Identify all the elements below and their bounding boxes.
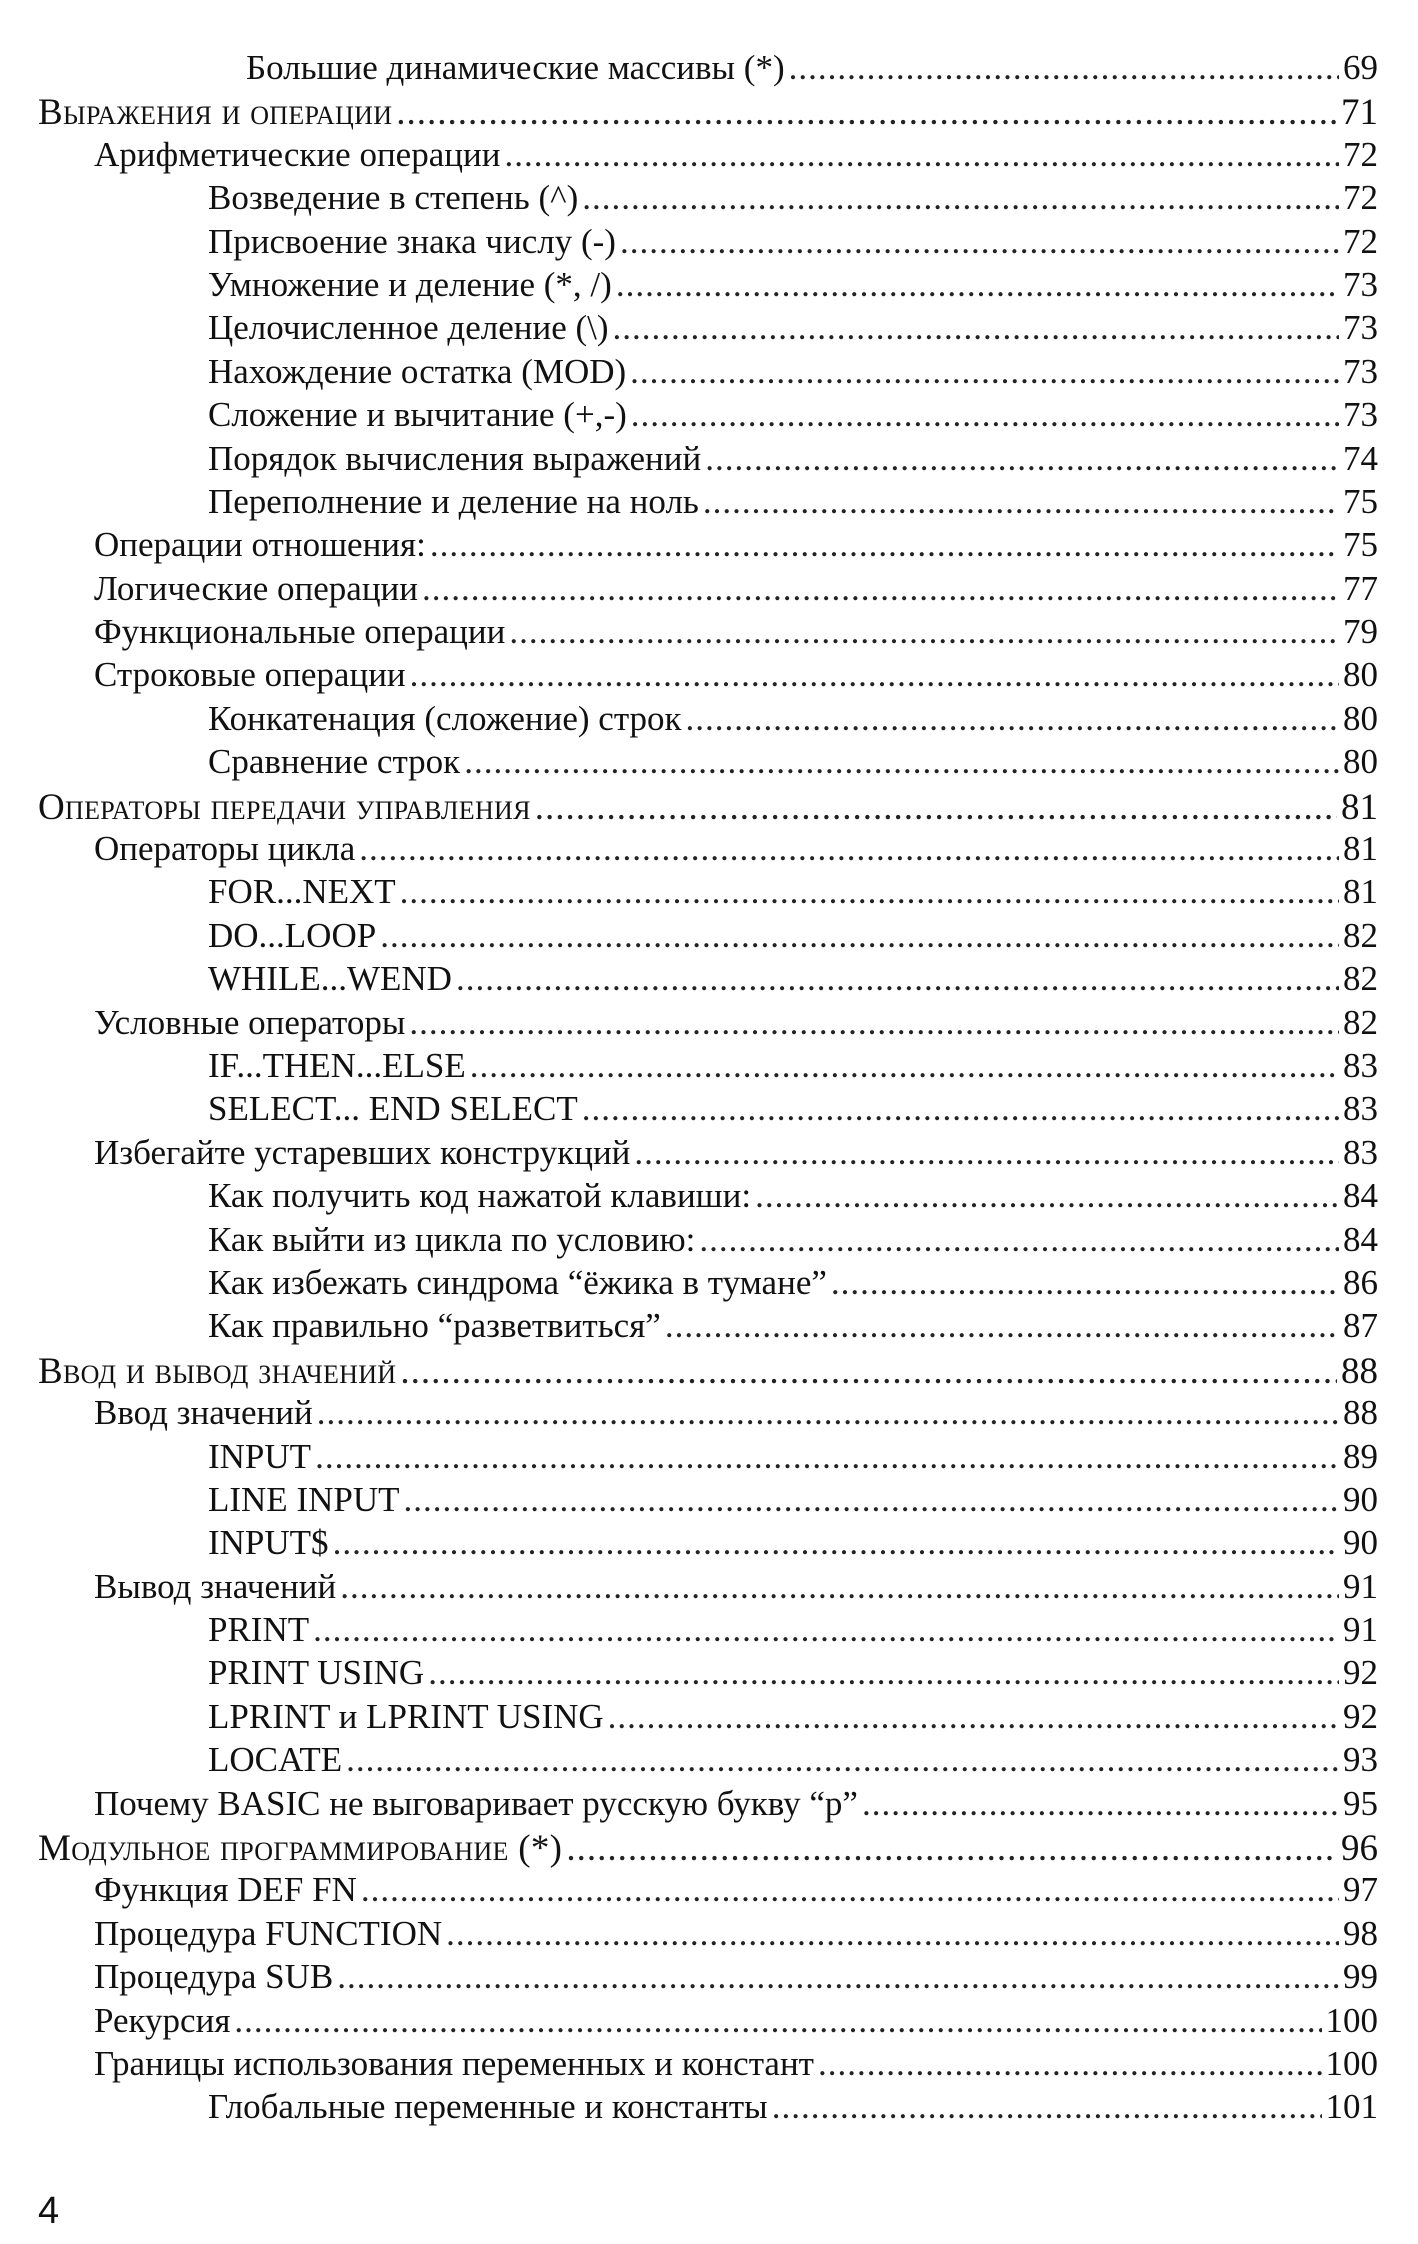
toc-entry xyxy=(38,872,1378,915)
toc-entry-page: 82 xyxy=(1343,915,1378,955)
toc-entry-page: 73 xyxy=(1343,351,1378,391)
toc-entry xyxy=(38,2001,1378,2044)
toc-entry-page: 69 xyxy=(1343,48,1378,87)
toc-entry-page: 73 xyxy=(1343,308,1378,348)
toc-entry xyxy=(38,742,1378,785)
dot-leader xyxy=(509,612,1339,652)
toc-entry-page: 90 xyxy=(1343,1479,1378,1519)
toc-entry xyxy=(38,1957,1378,2000)
toc-entry-page: 74 xyxy=(1343,438,1378,478)
toc-entry-page: 96 xyxy=(1341,1828,1378,1870)
dot-leader xyxy=(566,1827,1337,1870)
toc-chapter-entry xyxy=(38,1827,1378,1870)
toc-entry xyxy=(38,1046,1378,1089)
toc-entry xyxy=(38,482,1378,525)
dot-leader xyxy=(315,1437,1339,1477)
dot-leader xyxy=(818,2044,1322,2084)
toc-entry xyxy=(38,2044,1378,2087)
dot-leader xyxy=(620,222,1339,262)
toc-entry-title: Рекурсия xyxy=(94,2000,231,2040)
toc-entry-page: 88 xyxy=(1341,1350,1378,1392)
toc-entry-title: Сложение и вычитание (+,-) xyxy=(208,395,627,435)
toc-entry-title: Арифметические операции xyxy=(94,134,501,174)
toc-entry-title: LINE INPUT xyxy=(208,1479,400,1519)
dot-leader xyxy=(631,395,1339,435)
toc-entry-title: INPUT$ xyxy=(208,1523,329,1563)
dot-leader xyxy=(630,352,1339,392)
toc-entry xyxy=(38,2087,1378,2130)
toc-entry-title: Как избежать синдрома “ёжика в тумане” xyxy=(208,1262,827,1302)
toc-entry xyxy=(38,1610,1378,1653)
toc-entry-page: 82 xyxy=(1343,1002,1378,1042)
toc-entry-page: 95 xyxy=(1343,1783,1378,1823)
toc-entry-title: Условные операторы xyxy=(94,1002,406,1042)
toc-entry-title: Как выйти из цикла по условию: xyxy=(208,1219,696,1259)
dot-leader xyxy=(665,1306,1339,1346)
dot-leader xyxy=(504,135,1339,175)
toc-entry-title: Сравнение строк xyxy=(208,742,461,782)
toc-entry xyxy=(38,265,1378,308)
toc-entry-title: Конкатенация (сложение) строк xyxy=(208,698,682,738)
toc-entry-title: Процедура FUNCTION xyxy=(94,1913,443,1953)
toc-entry-title: FOR...NEXT xyxy=(208,872,396,912)
toc-entry xyxy=(38,1697,1378,1740)
dot-leader xyxy=(456,959,1339,999)
dot-leader xyxy=(789,48,1339,88)
dot-leader xyxy=(772,2087,1322,2127)
toc-entry xyxy=(38,569,1378,612)
toc-entry xyxy=(38,1914,1378,1957)
toc-entry-title: Нахождение остатка (MOD) xyxy=(208,351,627,391)
toc-entry-page: 81 xyxy=(1343,829,1378,869)
toc-entry-title: IF...THEN...ELSE xyxy=(208,1045,466,1085)
toc-entry xyxy=(38,395,1378,438)
page-number: 4 xyxy=(38,2190,60,2232)
table-of-contents xyxy=(38,48,1378,2131)
toc-entry xyxy=(38,1306,1378,1349)
toc-entry-page: 75 xyxy=(1343,525,1378,565)
toc-entry-title: Переполнение и деление на ноль xyxy=(208,481,699,521)
toc-entry xyxy=(38,1740,1378,1783)
toc-entry xyxy=(38,829,1378,872)
toc-entry xyxy=(38,1523,1378,1566)
toc-entry-page: 79 xyxy=(1343,612,1378,652)
toc-entry-title: PRINT xyxy=(208,1610,310,1650)
toc-entry-page: 80 xyxy=(1343,742,1378,782)
toc-entry xyxy=(38,1653,1378,1696)
toc-entry-title: Глобальные переменные и константы xyxy=(208,2087,768,2127)
toc-entry-page: 75 xyxy=(1343,481,1378,521)
toc-entry-page: 81 xyxy=(1343,872,1378,912)
toc-entry-title: PRINT USING xyxy=(208,1653,425,1693)
dot-leader xyxy=(410,655,1339,695)
toc-entry-page: 99 xyxy=(1343,1957,1378,1997)
toc-entry-page: 71 xyxy=(1341,92,1378,134)
toc-entry-page: 84 xyxy=(1343,1219,1378,1259)
toc-entry xyxy=(38,959,1378,1002)
dot-leader xyxy=(464,742,1339,782)
dot-leader xyxy=(634,1133,1339,1173)
toc-entry-title: Как получить код нажатой клавиши: xyxy=(208,1176,752,1216)
toc-entry xyxy=(38,1784,1378,1827)
dot-leader xyxy=(608,1697,1339,1737)
toc-entry-page: 98 xyxy=(1343,1913,1378,1953)
dot-leader xyxy=(699,1220,1339,1260)
toc-entry xyxy=(38,1263,1378,1306)
toc-entry-title: Умножение и деление (*, /) xyxy=(208,264,612,304)
toc-entry-title: Функциональные операции xyxy=(94,612,506,652)
dot-leader xyxy=(862,1784,1339,1824)
dot-leader xyxy=(380,916,1339,956)
dot-leader xyxy=(446,1914,1339,1954)
toc-entry-page: 100 xyxy=(1325,2000,1378,2040)
dot-leader xyxy=(613,308,1339,348)
toc-entry-page: 80 xyxy=(1343,698,1378,738)
toc-entry-title: Большие динамические массивы (*) xyxy=(246,48,785,87)
dot-leader xyxy=(616,265,1339,305)
toc-entry xyxy=(38,1393,1378,1436)
toc-entry xyxy=(38,916,1378,959)
toc-entry xyxy=(38,655,1378,698)
toc-entry-title: Операции отношения: xyxy=(94,525,426,565)
toc-entry-page: 73 xyxy=(1343,395,1378,435)
toc-entry-page: 83 xyxy=(1343,1089,1378,1129)
toc-entry-page: 72 xyxy=(1343,178,1378,218)
toc-entry xyxy=(38,1480,1378,1523)
toc-entry-title: Операторы цикла xyxy=(94,829,356,869)
dot-leader xyxy=(346,1740,1339,1780)
toc-entry-page: 72 xyxy=(1343,134,1378,174)
toc-entry-page: 89 xyxy=(1343,1436,1378,1476)
toc-entry-page: 83 xyxy=(1343,1045,1378,1085)
dot-leader xyxy=(582,1089,1339,1129)
toc-entry xyxy=(38,612,1378,655)
toc-entry-title: LPRINT и LPRINT USING xyxy=(208,1696,604,1736)
toc-entry-title: INPUT xyxy=(208,1436,312,1476)
toc-chapter-entry xyxy=(38,1350,1378,1393)
toc-entry xyxy=(38,308,1378,351)
toc-entry-page: 86 xyxy=(1343,1262,1378,1302)
toc-entry-page: 72 xyxy=(1343,221,1378,261)
toc-entry xyxy=(38,439,1378,482)
toc-entry-page: 90 xyxy=(1343,1523,1378,1563)
toc-entry xyxy=(38,1003,1378,1046)
toc-entry xyxy=(38,222,1378,265)
toc-entry-page: 77 xyxy=(1343,568,1378,608)
toc-entry-title: Почему BASIC не выговаривает русскую букву “р” xyxy=(94,1783,858,1823)
dot-leader xyxy=(317,1393,1339,1433)
toc-entry-title: Присвоение знака числу (-) xyxy=(208,221,616,261)
toc-entry-page: 97 xyxy=(1343,1870,1378,1910)
toc-entry-title: DO...LOOP xyxy=(208,915,377,955)
dot-leader xyxy=(234,2001,1321,2041)
toc-entry xyxy=(38,1870,1378,1913)
dot-leader xyxy=(535,786,1337,829)
dot-leader xyxy=(313,1610,1339,1650)
toc-entry-page: 80 xyxy=(1343,655,1378,695)
dot-leader xyxy=(361,1870,1339,1910)
toc-entry-page: 73 xyxy=(1343,264,1378,304)
toc-entry xyxy=(38,525,1378,568)
toc-entry-title: Процедура SUB xyxy=(94,1957,334,1997)
toc-entry-page: 100 xyxy=(1325,2043,1378,2083)
toc-chapter-entry xyxy=(38,786,1378,829)
dot-leader xyxy=(705,439,1339,479)
toc-entry-title: Строковые операции xyxy=(94,655,406,695)
toc-entry-page: 84 xyxy=(1343,1176,1378,1216)
dot-leader xyxy=(755,1176,1339,1216)
toc-entry-title: Целочисленное деление (\) xyxy=(208,308,609,348)
toc-entry-title: Порядок вычисления выражений xyxy=(208,438,702,478)
dot-leader xyxy=(686,699,1339,739)
toc-entry xyxy=(38,1133,1378,1176)
toc-entry xyxy=(38,178,1378,221)
toc-entry-title: Избегайте устаревших конструкций xyxy=(94,1132,631,1172)
dot-leader xyxy=(470,1046,1339,1086)
toc-entry-page: 91 xyxy=(1343,1566,1378,1606)
dot-leader xyxy=(333,1523,1339,1563)
toc-entry-title: LOCATE xyxy=(208,1740,343,1780)
dot-leader xyxy=(337,1957,1339,1997)
toc-entry-page: 92 xyxy=(1343,1653,1378,1693)
toc-entry xyxy=(38,1089,1378,1132)
toc-entry xyxy=(38,352,1378,395)
toc-entry xyxy=(38,1567,1378,1610)
toc-entry-title: Ввод и вывод значений xyxy=(38,1350,397,1392)
toc-entry-title: Возведение в степень (^) xyxy=(208,178,579,218)
dot-leader xyxy=(400,1350,1337,1393)
dot-leader xyxy=(409,1003,1339,1043)
toc-entry xyxy=(38,48,1378,91)
toc-entry-title: Операторы передачи управления xyxy=(38,786,531,828)
toc-entry-page: 82 xyxy=(1343,959,1378,999)
dot-leader xyxy=(428,1653,1339,1693)
dot-leader xyxy=(422,569,1339,609)
dot-leader xyxy=(359,829,1339,869)
toc-entry-page: 87 xyxy=(1343,1306,1378,1346)
dot-leader xyxy=(404,1480,1340,1520)
dot-leader xyxy=(400,872,1339,912)
toc-chapter-entry xyxy=(38,91,1378,134)
toc-entry xyxy=(38,1437,1378,1480)
toc-entry-title: Функция DEF FN xyxy=(94,1870,357,1910)
dot-leader xyxy=(831,1263,1339,1303)
toc-entry xyxy=(38,1220,1378,1263)
toc-entry xyxy=(38,699,1378,742)
toc-entry-page: 101 xyxy=(1325,2087,1378,2127)
toc-entry xyxy=(38,135,1378,178)
toc-entry-page: 92 xyxy=(1343,1696,1378,1736)
toc-entry-title: Модульное программирование (*) xyxy=(38,1828,563,1870)
dot-leader xyxy=(703,482,1339,522)
toc-entry xyxy=(38,1176,1378,1219)
toc-entry-page: 93 xyxy=(1343,1740,1378,1780)
toc-entry-title: Логические операции xyxy=(94,568,419,608)
dot-leader xyxy=(430,525,1339,565)
toc-entry-page: 81 xyxy=(1341,786,1378,828)
toc-entry-page: 88 xyxy=(1343,1393,1378,1433)
toc-entry-page: 91 xyxy=(1343,1610,1378,1650)
dot-leader xyxy=(340,1567,1339,1607)
toc-entry-page: 83 xyxy=(1343,1132,1378,1172)
toc-entry-title: Как правильно “разветвиться” xyxy=(208,1306,661,1346)
dot-leader xyxy=(396,91,1337,134)
toc-entry-title: SELECT... END SELECT xyxy=(208,1089,578,1129)
toc-entry-title: WHILE...WEND xyxy=(208,959,452,999)
toc-entry-title: Границы использования переменных и констант xyxy=(94,2043,814,2083)
dot-leader xyxy=(582,178,1339,218)
toc-entry-title: Вывод значений xyxy=(94,1566,337,1606)
toc-entry-title: Выражения и операции xyxy=(38,92,393,134)
toc-entry-title: Ввод значений xyxy=(94,1393,313,1433)
